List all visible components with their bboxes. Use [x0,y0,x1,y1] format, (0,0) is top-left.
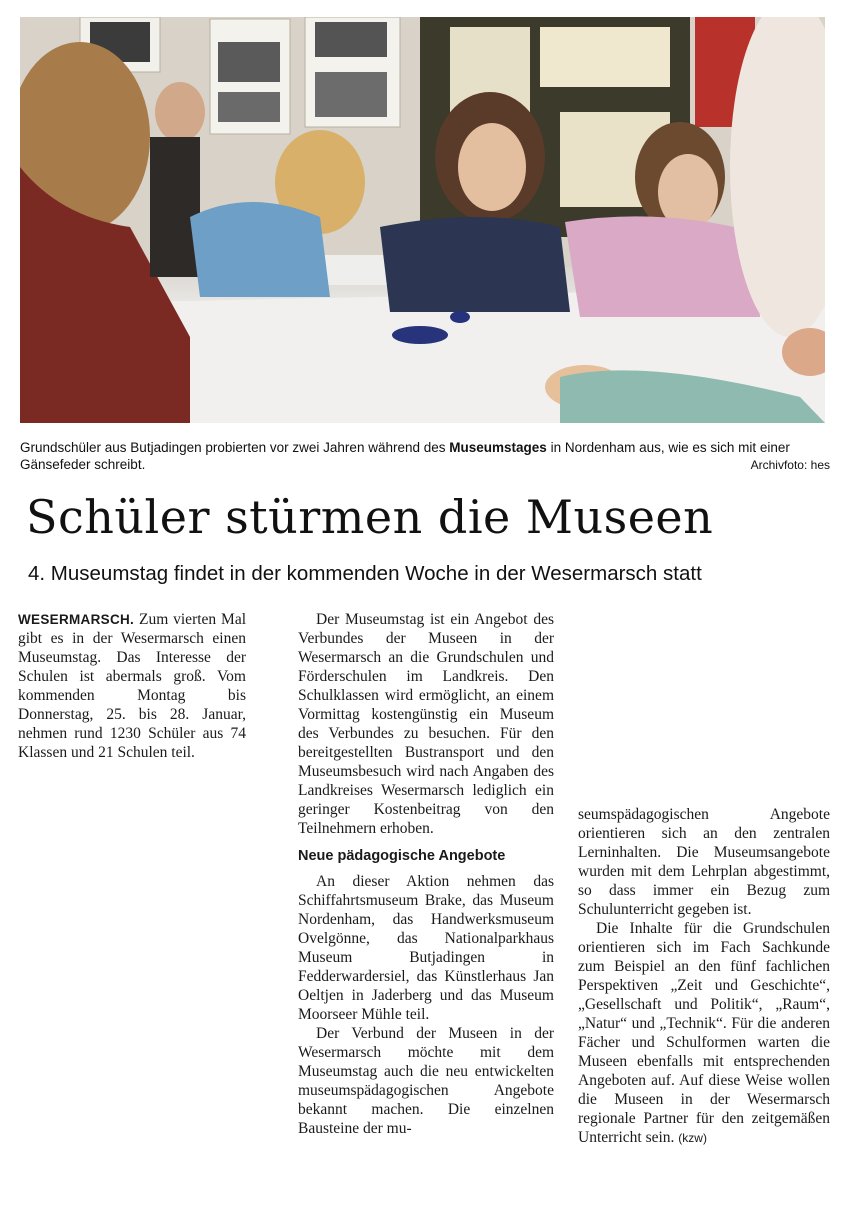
article-column-3 [578,805,830,1148]
caption-text-1: Grundschüler aus Butjadingen probierten vor zwei Jahren während des [20,440,450,455]
paragraph-text: Zum vierten Mal gibt es in der Wesermarsch einen Museumstag. Das Interesse der Schulen ist abermals groß. Vom kommenden Montag bis Donnerstag, 25. bis 28. Januar, nehmen rund 1230 Schüler aus 74 Klassen und 21 Schulen teil. [18,611,247,761]
article-subheadline: 4. Museumstag findet in der kommenden Woche in der Wesermarsch statt [28,562,702,585]
article-column-1 [18,610,246,762]
paragraph: Der Verbund der Museen in der Wesermarsch möchte mit dem Museumstag auch die neu entwickelten museumspädagogischen Angebote bekannt machen. Die einzelnen Bausteine der mu- [298,1025,554,1137]
paragraph: An dieser Aktion nehmen das Schiffahrtsmuseum Brake, das Museum Nordenham, das Handwerksmuseum Ovelgönne, das Nationalparkhaus Museum Butjadingen in Fedderwardersiel, das Künstlerhaus Jan Oeltjen in Jaderberg und das Museum Moorseer Mühle teil. [298,873,554,1023]
article-headline: Schüler stürmen die Museen [26,490,714,544]
photo-caption [20,439,830,473]
paragraph [578,919,830,1148]
section-subhead: Neue pädagogische Angebote [298,848,506,864]
caption-bold: Museumstages [449,440,547,455]
photo-credit: Archivfoto: hes [750,458,830,472]
caption-text-2: in Nordenham aus, wie es sich mit einer Gänsefeder schreibt. [20,440,790,472]
article-photo [20,17,825,423]
paragraph: Der Museumstag ist ein Angebot des Verbundes der Museen in der Wesermarsch an die Grundschulen und Förderschulen im Landkreis. Den Schulklassen wird ermöglicht, an einem Vormittag kostengünstig ein Museum des Verbundes zu besuchen. Für den bereitgestellten Bustransport und den Museumsbesuch wird nach Angaben des Landkreises Wesermarsch lediglich ein geringer Kostenbeitrag von den Teilnehmern erhoben. [298,611,554,837]
article-column-2 [298,610,554,1138]
paragraph: seumspädagogischen Angebote orientieren sich an den zentralen Lerninhalten. Die Museumsangebote wurden mit dem Lehrplan abgestimmt, so dass immer ein Bezug zum Schulunterricht gegeben ist. [578,806,830,918]
dateline: WESERMARSCH. [18,612,135,627]
author-signature: (kzw) [678,1131,707,1145]
paragraph-text: Die Inhalte für die Grundschulen orientieren sich im Fach Sachkunde zum Beispiel an den fünf fachlichen Perspektiven „Zeit und Geschichte“, „Gesellschaft und Politik“, „Raum“, „Natur“ und „Technik“. Für die anderen Fächer und Schulformen warten die Museen ebenfalls mit entsprechenden Angeboten auf. Auf diese Weise wollen die Museen in der Wesermarsch regionale Partner für den zeitgemäßen Unterricht sein. [578,920,830,1146]
photo-illustration [20,17,825,423]
paragraph [18,610,246,762]
